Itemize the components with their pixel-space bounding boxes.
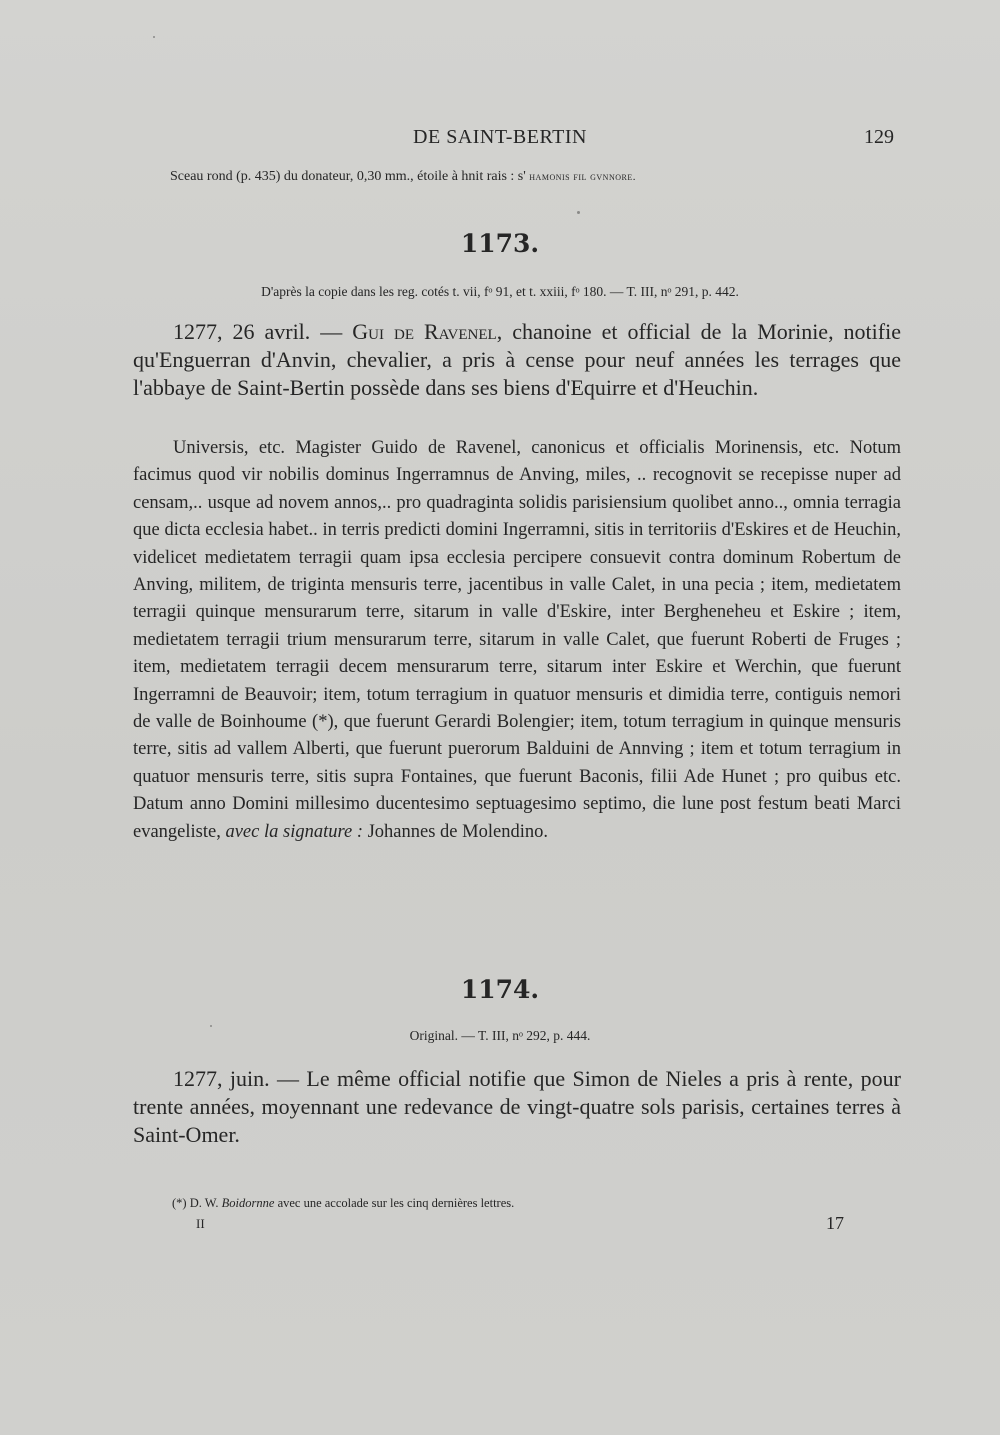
paper-speck	[153, 36, 155, 38]
charter-summary-1173: 1277, 26 avril. — Gui de Ravenel, chanoine et official de la Morinie, notifie qu'Enguerran d'Anvin, chevalier, a pris à cense pour neuf années les terrages que l'abbaye de Saint-Bertin possède dans ses biens d'Equirre et d'Heuchin.	[133, 319, 901, 400]
seal-legend: hamonis fil gvnnore.	[529, 171, 636, 183]
issuer-name: Gui de Ravenel,	[352, 319, 503, 344]
charter-date: 1277, 26 avril.	[173, 319, 311, 344]
paper-speck	[577, 211, 580, 214]
source-note-1173: D'après la copie dans les reg. cotés t. vii, fᵒ 91, et t. xxiii, fᵒ 180. — T. III, nᵒ 291, p. 442.	[261, 284, 739, 299]
latin-text-end: Johannes de Molendino.	[362, 821, 548, 842]
signature-mark-right: 17	[826, 1213, 844, 1233]
charter-latin-text-1173	[133, 435, 901, 846]
paper-speck	[210, 1025, 212, 1027]
footnote: (*) D. W. Boidornne avec une accolade sur les cinq dernières lettres.	[172, 1196, 515, 1210]
charter-number-1173: 1173.	[460, 229, 540, 258]
page-number: 129	[864, 126, 894, 148]
charter-summary-1174: 1277, juin. — Le même official notifie que Simon de Nieles a pris à rente, pour trente années, moyennant une redevance de vingt-quatre sols parisis, certaines terres à Saint-Omer.	[133, 1066, 901, 1147]
summary-text: Le même official notifie que Simon de Nieles a pris à rente, pour trente années, moyennant une redevance de vingt-quatre sols parisis, certaines terres à Saint-Omer.	[133, 1066, 901, 1147]
charter-number-1174: 1174.	[460, 975, 540, 1004]
latin-text: Universis, etc. Magister Guido de Ravenel, canonicus et officialis Morinensis, etc. Notum facimus quod vir nobilis dominus Ingerramnus de Anving, miles, .. recognovit se recepisse nuper ad censam,.. usque ad novem annos,.. pro quadraginta solidis parisiensium quolibet anno.., omnia terragia que dicta ecclesia habet.. in terris predicti domini Ingerramni, sitis in territoriis d'Eskires et de Heuchin, videlicet medietatem terragii quam ipsa ecclesia percipere consuevit contra dominum Robertum de Anving, militem, de triginta mensuris terre, jacentibus in valle Calet, in una pecia ; item, medietatem terragii quinque mensurarum terre, sitarum in valle d'Eskire, inter Bergheneheu et Eskire ; item, medietatem terragii trium mensurarum terre, sitarum in valle Calet, que fuerunt Roberti de Fruges ; item, medietatem terragii decem mensurarum terre, sitarum inter Eskire et Werchin, que fuerunt Ingerramni de Beauvoir; item, totum terragium in quatuor mensuris et dimidia terre, contiguis nemori de valle de Boinhoume (*), que fuerunt Gerardi Bolengier; item, totum terragium in quinque mensuris terre, sitis ad vallem Alberti, que fuerunt puerorum Balduini de Annving ; item et totum terragium in quatuor mensuris terre, sitis supra Fontaines, que fuerunt Baconis, filii Ade Hunet ; pro quibus etc. Datum anno Domini millesimo ducentesimo septuagesimo septimo, die lune post festum beati Marci evangeliste,	[133, 438, 901, 842]
editorial-note: avec la signature :	[225, 821, 363, 842]
seal-note	[170, 169, 636, 185]
seal-note-text: Sceau rond (p. 435) du donateur, 0,30 mm., étoile à hnit rais : s'	[170, 169, 530, 184]
charter-date: 1277, juin.	[173, 1066, 270, 1091]
source-note-1174: Original. — T. III, nᵒ 292, p. 444.	[409, 1028, 591, 1043]
summary-text: chanoine et official de la Morinie, notifie qu'Enguerran d'Anvin, chevalier, a pris à cense pour neuf années les terrages que l'abbaye de Saint-Bertin possède dans ses biens d'Equirre et d'Heuchin.	[133, 319, 901, 400]
signature-mark-left: II	[196, 1216, 205, 1231]
running-title: DE SAINT-BERTIN	[413, 126, 587, 148]
